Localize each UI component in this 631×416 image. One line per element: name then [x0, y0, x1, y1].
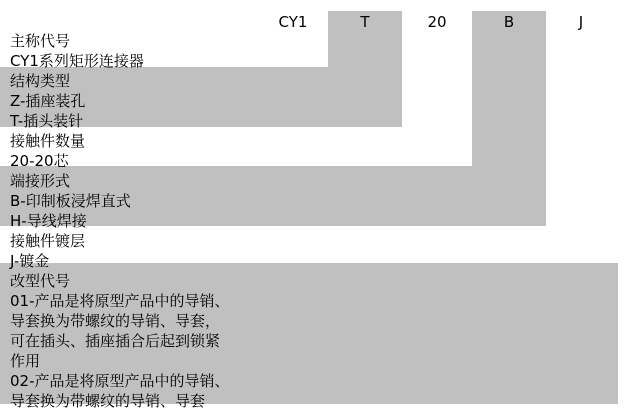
section-title-modification: 改型代号	[10, 272, 71, 290]
section-item: CY1系列矩形连接器	[10, 52, 144, 70]
section-item: H-导线焊接	[10, 212, 87, 230]
code-part-contacts: 20	[427, 13, 447, 31]
code-part-series: CY1	[278, 13, 308, 31]
section-item: 导套换为带螺纹的导销、导套，	[10, 312, 221, 330]
code-part-plating: J	[578, 13, 584, 31]
section-title-plating: 接触件镀层	[10, 232, 86, 250]
section-title-contact-count: 接触件数量	[10, 132, 86, 150]
section-item: 02-产品是将原型产品中的导销、	[10, 372, 230, 390]
section-title-series: 主称代号	[10, 32, 71, 50]
section-item: 导套换为带螺纹的导销、导套	[10, 392, 206, 410]
code-part-structure: T	[360, 13, 370, 31]
code-part-termination: B	[503, 13, 515, 31]
section-item: T-插头装针	[10, 112, 84, 130]
section-title-termination: 端接形式	[10, 172, 71, 190]
section-item: 可在插头、插座插合后起到锁紧	[10, 332, 221, 350]
section-item: Z-插座装孔	[10, 92, 86, 110]
section-item: 作用	[10, 352, 41, 370]
section-item: B-印制板浸焊直式	[10, 192, 131, 210]
section-item: J-镀金	[10, 252, 50, 270]
explanation-text	[10, 31, 230, 411]
section-item: 20-20芯	[10, 152, 69, 170]
section-title-structure: 结构类型	[10, 72, 71, 90]
section-item: 01-产品是将原型产品中的导销、	[10, 292, 230, 310]
